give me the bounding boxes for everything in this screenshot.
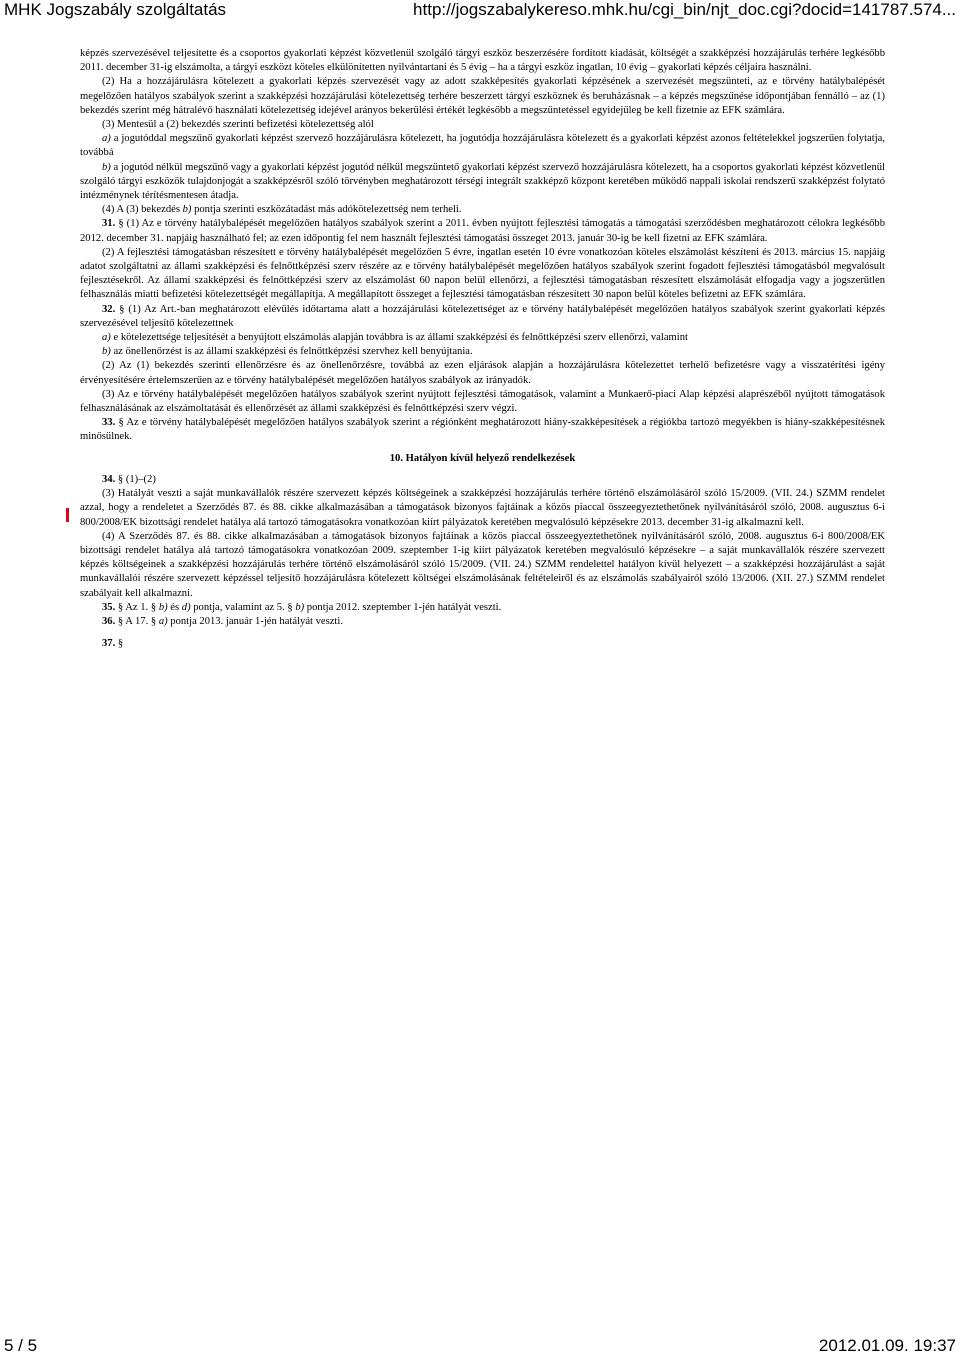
paragraph: (4) A Szerződés 87. és 88. cikke alkalmazásában a támogatások bizonyos fajtáinak a közös piaccal összeegyeztethetőnek nyilvánításáról szóló, 2008. augusztus 6-i 800/2008/EK bizottsági rendelet hatálya alá tartozó támogatásokra vonatkozóan 2009. szeptember 1-ig kiírt pályázatok keretében megvalósuló képzésekre – a saját munkavállalók részére szervezett képzés költségeinek a szakképzési hozzájárulás terhére történő elszámolásáról szóló 15/2009. (VII. 24.) SZMM rendelettel hatályon kívül helyezett – a szakképzési hozzájárulást a saját munkavállalói részére szervezett képzéssel teljesítő hozzájárulásra kötelezett költségei elszámolásának feltételeiről és az elszámolás szabályairól szóló 13/2006. (XII. 27.) SZMM rendelet szabályait kell alkalmazni. bbox=[80, 530, 885, 599]
text-run: és bbox=[167, 601, 182, 613]
section-34 bbox=[80, 473, 885, 487]
paragraph: képzés szervezésével teljesítette és a csoportos gyakorlati képzést közvetlenül szolgáló tárgyi eszköz beszerzésére fordított kiadását, költségét a szakképzési hozzájárulás terhére legkésőbb 2011. december 31-ig elszámolta, a tárgyi eszközt köteles elkülönítetten nyilvántartani és 5 évig – ha a tárgyi eszköz ingatlan, 10 évig – gyakorlati képzés céljaira használni. bbox=[80, 48, 885, 74]
section-35 bbox=[80, 601, 885, 615]
site-title: MHK Jogszabály szolgáltatás bbox=[4, 0, 227, 19]
section-text: § Az e törvény hatálybalépését megelőzően hatályos szabályok szerint a régiónként meghatározott hiány-szakképesítések a régiókba tartozó megyékben is hiány-szakképesítésnek minősülnek. bbox=[80, 417, 885, 443]
section-number: 33. bbox=[102, 417, 116, 429]
section-36 bbox=[80, 615, 885, 629]
section-number: 36. bbox=[102, 615, 116, 627]
section-number: 32. bbox=[102, 303, 116, 315]
section-number: 31. bbox=[102, 218, 116, 230]
paragraph: (3) Hatályát veszti a saját munkavállalók részére szervezett képzés költségeinek a szakképzési hozzájárulás terhére történő elszámolásáról szóló 15/2009. (VII. 24.) SZMM rendelet azzal, hogy a rendeletet a Szerződés 87. és 88. cikke alkalmazásában a támogatások bizonyos fajtáinak a közös piaccal összeegyeztethetőnek nyilvánításáról szóló, 2008. augusztus 6-i 800/2008/EK bizottsági rendelet hatálya alá tartozó támogatásokra vonatkozóan kiírt pályázatok keretében megvalósuló képzésekre 2013. december 31-ig alkalmazni kell. bbox=[80, 488, 885, 528]
section-text: § (1)–(2) bbox=[115, 473, 156, 485]
page-header bbox=[4, 0, 956, 20]
page-number: 5 / 5 bbox=[4, 1336, 38, 1355]
print-datetime: 2012.01.09. 19:37 bbox=[818, 1336, 956, 1355]
paragraph: (3) Az e törvény hatálybalépését megelőzően hatályos szabályok szerint nyújtott fejlesztési támogatások, valamint a Munkaerő-piaci Alap képzési alaprészéből nyújtott támogatások felhasználásának az elszámoltatását és ellenőrzését az állami szakképzési és felnőttképzési szerv végzi. bbox=[80, 388, 885, 415]
paragraph bbox=[80, 161, 885, 204]
section-number: 35. bbox=[102, 601, 116, 613]
text-run: pontja, valamint az 5. § bbox=[190, 601, 296, 613]
paragraph bbox=[80, 203, 885, 217]
item-letter: a) bbox=[102, 133, 111, 145]
paragraph bbox=[80, 331, 885, 345]
item-letter: a) bbox=[158, 615, 168, 627]
text-run: pontja 2012. szeptember 1-jén hatályát veszti. bbox=[304, 601, 502, 613]
section-32 bbox=[80, 303, 885, 331]
paragraph: (2) Az (1) bekezdés szerinti ellenőrzésre és az önellenőrzésre, továbbá az ezen eljárások alapján a hozzájárulásra kötelezettet terhelő befizetésre vagy a visszatérítési igény érvényesítésére értelemszerűen az e törvény hatálybalépését megelőzően hatályos szabályok az irányadók. bbox=[80, 360, 885, 386]
text-run: § Az 1. § bbox=[115, 601, 159, 613]
section-31 bbox=[80, 217, 885, 245]
section-37 bbox=[80, 637, 885, 651]
item-letter: b) bbox=[102, 161, 111, 173]
item-letter: a) bbox=[102, 332, 111, 344]
page-footer bbox=[4, 1336, 956, 1356]
document-body bbox=[80, 47, 885, 651]
section-33 bbox=[80, 416, 885, 444]
item-letter: b) bbox=[158, 601, 168, 613]
item-letter: b) bbox=[295, 601, 305, 613]
paragraph: (2) Ha a hozzájárulásra kötelezett a gyakorlati képzés szervezését vagy az adott szakképesítés gyakorlati képzésének a szervezését megszünteti, az e törvény hatálybalépését megelőzően hatályos szabályok szerint a szakképzési hozzájárulási kötelezettség terhére beszerzett tárgyi eszköznek és beruházásnak – a képzés megszűnése időpontjában fennálló – az (1) bekezdés szerint még hátralévő használati kötelezettség idejével arányos bekerülési értékét legkésőbb a megszüntetéssel egyidejűleg be kell fizetnie az EFK számlára. bbox=[80, 76, 885, 116]
revision-marker bbox=[66, 508, 69, 522]
item-text: e kötelezettsége teljesítését a benyújtott elszámolás alapján továbbra is az állami szakképzési és felnőttképzési szerv ellenőrzi, valamint bbox=[110, 332, 688, 344]
item-text: a jogutód nélkül megszűnő vagy a gyakorlati képzést jogutód nélkül megszüntető gyakorlati képzést szervező hozzájárulásra kötelezett, ha a csoportos gyakorlati képzést közvetlenül szolgáló tárgyi eszközök tulajdonjogát a szakképzésről szóló törvényben meghatározott térségi integrált szakképző központ keretében működő nappali iskolai rendszerű szakképzést folytató intézménynek térítésmentesen átadja. bbox=[80, 161, 885, 202]
text-run: pontja szerinti eszközátadást más adókötelezettség nem terheli. bbox=[191, 204, 462, 216]
section-text: § (1) Az e törvény hatálybalépését megelőzően hatályos szabályok szerint a 2011. évben nyújtott fejlesztési támogatás a támogatási szerződésben meghatározott célokra legkésőbb 2012. december 31. napjáig használható fel; az ezen időpontig fel nem használt fejlesztési támogatási összeget 2013. január 30-ig be kell fizetni az EFK számlára. bbox=[80, 218, 885, 244]
paragraph: (3) Mentesül a (2) bekezdés szerinti befizetési kötelezettség alól bbox=[102, 119, 374, 131]
paragraph: (2) A fejlesztési támogatásban részesített e törvény hatálybalépését megelőzően 5 évre, ingatlan esetén 10 évre vonatkozóan köteles elszámolást készíteni és 2013. március 15. napjáig adatot szolgáltatni az állami szakképzési és felnőttképzési szerv részére az e törvény hatálybalépését megelőzően hatályos szabályok szerint fogadott fejlesztési támogatásból megvalósult fejlesztésekről. Az állami szakképzési és felnőttképzési szerv az elszámolást 60 napon belül ellenőrzi, a fejlesztési támogatásban részesített elszámolását elfogadja vagy a jogszerűtlen felhasználás miatti befizetési kötelezettségét megállapítja. A megállapított összeget a fejlesztési támogatásban részesített 30 napon belül köteles befizetni az EFK számlára. bbox=[80, 246, 885, 301]
text-run: § A 17. § bbox=[115, 615, 159, 627]
section-number: 34. bbox=[102, 473, 116, 485]
item-text: a jogutóddal megszűnő gyakorlati képzést szervező hozzájárulásra kötelezett, ha jogutódja hozzájárulásra kötelezett és a gyakorlati képzést azonos feltételekkel jogszerűen folytatja, továbbá bbox=[80, 133, 885, 159]
section-number: 37. bbox=[102, 638, 116, 650]
item-text: az önellenőrzést is az állami szakképzési és felnőttképzési szervhez kell benyújtania. bbox=[110, 346, 473, 358]
item-letter: b) bbox=[182, 204, 192, 216]
section-text: § (1) Az Art.-ban meghatározott elévülés időtartama alatt a hozzájárulási kötelezettséget az e törvény hatálybalépését megelőzően hatályos szabályok szerint gyakorlati képzés szervezésével teljesítő kötelezettnek bbox=[80, 303, 885, 329]
chapter-heading: 10. Hatályon kívül helyező rendelkezések bbox=[389, 452, 576, 464]
item-letter: d) bbox=[181, 601, 191, 613]
paragraph bbox=[80, 132, 885, 160]
item-letter: b) bbox=[102, 346, 111, 358]
section-text: § bbox=[115, 638, 124, 650]
page-url[interactable]: http://jogszabalykereso.mhk.hu/cgi_bin/njt_doc.cgi?docid=141787.574... bbox=[413, 0, 956, 19]
text-run: (4) A (3) bekezdés bbox=[102, 204, 183, 216]
text-run: pontja 2013. január 1-jén hatályát veszti. bbox=[167, 615, 343, 627]
paragraph bbox=[80, 345, 885, 359]
